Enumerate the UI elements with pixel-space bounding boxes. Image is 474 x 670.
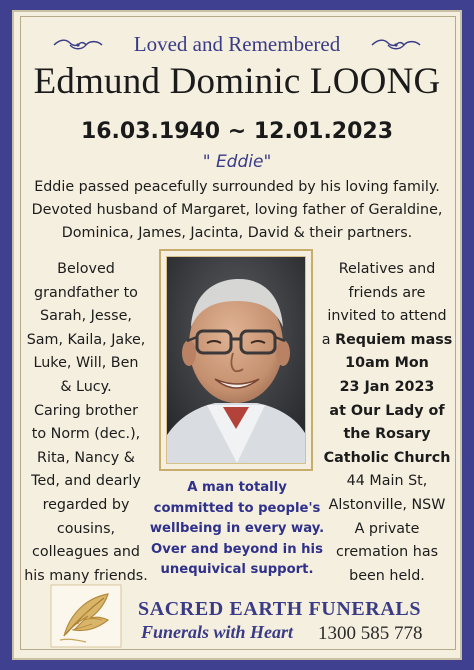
service-date: 23 Jan 2023 (339, 378, 435, 395)
family-line: his many friends. (24, 567, 148, 584)
service-address-line: 44 Main St, (346, 473, 428, 490)
family-line: grandfather to (34, 284, 138, 301)
service-details-column (318, 258, 456, 588)
service-line: friends are (348, 284, 426, 301)
portrait-photo (167, 257, 305, 463)
cremation-line: cremation has (335, 544, 439, 561)
intro-line: Devoted husband of Margaret, loving father of Geraldine, (31, 202, 443, 218)
family-line: Rita, Nancy & (37, 449, 135, 466)
tribute-quote (144, 478, 330, 581)
family-line: cousins, (56, 520, 116, 537)
funeral-home-tagline: Funerals with Heart (141, 622, 294, 642)
service-prefix: a (321, 331, 336, 348)
intro-line: Dominica, James, Jacinta, David & their partners. (61, 225, 413, 241)
quote-line: wellbeing in every way. (149, 521, 325, 537)
intro-line: Eddie passed peacefully surrounded by his loving family. (34, 179, 440, 195)
heading-loved-and-remembered: Loved and Remembered (133, 32, 341, 56)
quote-line: Over and beyond in his (151, 541, 323, 557)
funeral-home-phone[interactable]: 1300 585 778 (318, 623, 423, 644)
service-venue-line: Catholic Church (323, 449, 451, 466)
family-line: Sarah, Jesse, (40, 308, 132, 325)
quote-line: committed to people's (153, 500, 321, 516)
family-column (18, 258, 154, 588)
quote-line: A man totally (187, 480, 287, 495)
quote-line: unequivical support. (160, 562, 314, 578)
cremation-line: been held. (349, 567, 425, 584)
family-line: & Lucy. (60, 378, 112, 395)
service-line: Relatives and (338, 261, 436, 277)
gold-leaf-logo-icon (50, 584, 122, 648)
service-venue-line: the Rosary (343, 426, 431, 443)
service-line-requiem (318, 329, 456, 353)
deceased-name: Edmund Dominic LOONG (33, 61, 441, 102)
service-line: invited to attend (327, 308, 447, 325)
family-line: regarded by (42, 496, 130, 513)
family-line: Sam, Kaila, Jake, (26, 331, 146, 348)
funeral-home-name: SACRED EARTH FUNERALS (138, 598, 422, 620)
requiem-mass-label: Requiem mass (335, 331, 453, 348)
cremation-line: A private (354, 520, 420, 537)
family-line: Beloved (57, 261, 115, 277)
family-line: to Norm (dec.), (31, 426, 141, 443)
service-address-line: Alstonville, NSW (328, 496, 446, 513)
family-line: Ted, and dearly (31, 473, 141, 490)
death-notice-card (12, 10, 462, 660)
family-line: Luke, Will, Ben (33, 355, 139, 372)
life-dates: 16.03.1940 ~ 12.01.2023 (80, 119, 394, 144)
intro-paragraph (18, 176, 456, 245)
family-line: Caring brother (33, 402, 138, 419)
nickname: " Eddie" (202, 152, 272, 172)
service-venue-line: at Our Lady of (329, 402, 445, 419)
service-time: 10am Mon (345, 355, 429, 372)
family-line: colleagues and (32, 544, 140, 561)
